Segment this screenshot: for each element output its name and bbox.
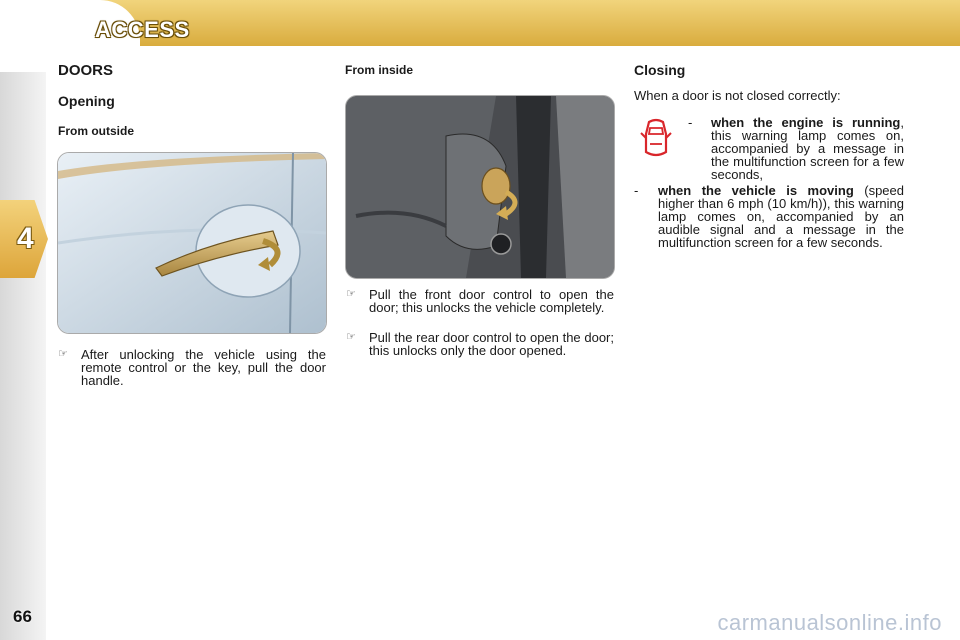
inside-bullet-front-text: Pull the front door control to open the door; this unlocks the vehicle completely.: [369, 287, 614, 315]
pointing-hand-icon: ☞: [346, 331, 356, 343]
closing-item2: [658, 184, 904, 249]
inside-door-drawing: [346, 96, 614, 278]
pointing-hand-icon: ☞: [346, 288, 356, 300]
door-open-warning-lamp-icon: [640, 118, 672, 160]
closing-item1-condition: when the engine is running: [711, 115, 901, 130]
left-margin-strip: [0, 72, 46, 640]
watermark: carmanualsonline.info: [717, 610, 942, 635]
closing-item2-dash: -: [634, 183, 639, 198]
opening-heading: Opening: [58, 93, 115, 109]
outside-door-handle-illustration: [57, 152, 327, 334]
closing-heading: Closing: [634, 62, 686, 78]
closing-item2-condition: when the vehicle is moving: [658, 183, 854, 198]
inside-bullet-rear: [346, 331, 614, 376]
inside-bullet-front: [346, 288, 614, 333]
closing-item1-text: , this warning lamp comes on, accompanied by a message in the multifunction screen for a few seconds,: [711, 115, 904, 182]
from-inside-heading: From inside: [345, 63, 414, 77]
page-title: ACCESS: [95, 17, 190, 42]
inside-bullet-rear-text: Pull the rear door control to open the door; this unlocks only the door opened.: [369, 330, 614, 358]
pointing-hand-icon: ☞: [58, 348, 68, 360]
closing-intro: When a door is not closed correctly:: [634, 88, 841, 103]
door-handle-drawing: [58, 153, 326, 333]
page-number: 66: [13, 607, 32, 626]
inside-door-control-illustration: [345, 95, 615, 279]
from-outside-heading: From outside: [58, 124, 135, 138]
outside-bullet-text: After unlocking the vehicle using the remote control or the key, pull the door handle.: [81, 347, 326, 388]
closing-item1: [711, 116, 904, 181]
doors-heading: DOORS: [58, 62, 114, 79]
closing-item2-text: (speed higher than 6 mph (10 km/h)), this warning lamp comes on, accompanied by an audible signal and a message in the multifunction screen for a few seconds.: [658, 183, 904, 250]
closing-item1-dash: -: [688, 115, 693, 130]
outside-bullet: [58, 348, 326, 393]
chapter-number: 4: [17, 222, 34, 255]
